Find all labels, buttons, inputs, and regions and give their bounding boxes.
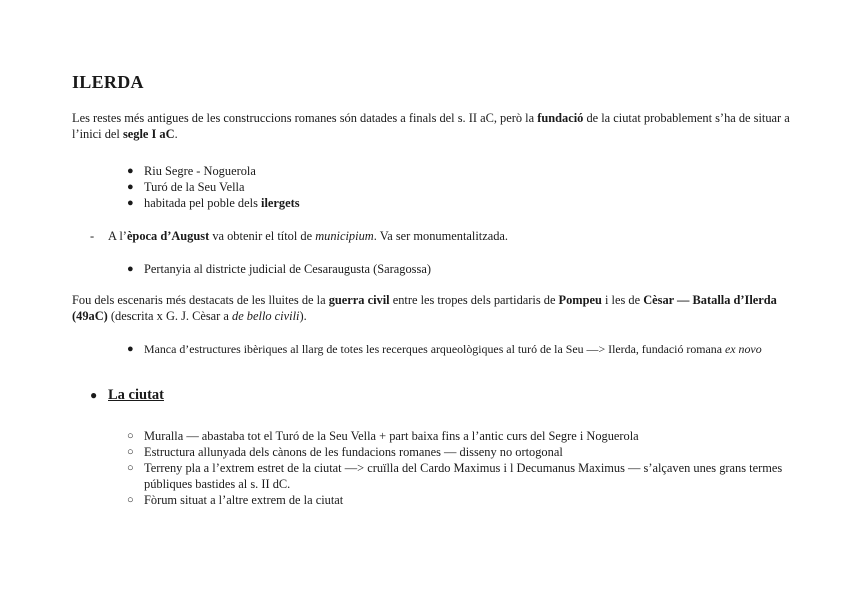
hollow-bullet-icon: ○ — [127, 430, 134, 442]
list-item — [144, 163, 256, 179]
hollow-bullet-icon: ○ — [127, 462, 134, 474]
text-run: l’inici del — [72, 127, 123, 141]
list-item — [144, 179, 245, 195]
list-item-text: Fòrum situat a l’altre extrem de la ciutat — [144, 493, 344, 507]
list-item-text: Riu Segre - Noguerola — [144, 164, 256, 178]
bold-run: Cèsar — Batalla d’Ilerda — [643, 293, 777, 307]
text-run: (descrita x G. J. Cèsar a — [107, 309, 233, 323]
text-run: va obtenir el títol de — [209, 229, 316, 243]
list-item — [144, 460, 782, 476]
list-item — [144, 492, 343, 508]
dash-marker: - — [90, 229, 95, 243]
text-run: Fou dels escenaris més destacats de les lluites de la — [72, 293, 329, 307]
text-run: . — [174, 127, 178, 141]
bold-run: Pompeu — [558, 293, 602, 307]
list-item-text: Turó de la Seu Vella — [144, 180, 245, 194]
text-run: A l’ — [108, 229, 127, 243]
italic-run: municipium — [315, 229, 374, 243]
text-run: Les restes més antigues de les construccions romanes són datades a finals del s. II aC, però la — [72, 111, 538, 125]
bold-run: ilergets — [261, 196, 300, 210]
paragraph-civil-war-line-2 — [72, 308, 307, 324]
list-item — [144, 195, 300, 211]
bold-run: (49aC) — [72, 309, 108, 323]
list-item — [144, 261, 431, 277]
list-item-continuation — [144, 476, 290, 492]
hollow-bullet-icon: ○ — [127, 446, 134, 458]
list-item-text: Terreny pla a l’extrem estret de la ciutat —> cruïlla del Cardo Maximus i l Decumanus Maximus — s’alçaven unes grans termes — [144, 461, 783, 475]
list-item-text: Muralla — abastaba tot el Turó de la Seu Vella + part baixa fins a l’antic curs del Segre i Noguerola — [144, 429, 639, 443]
bullet-icon: ● — [127, 165, 134, 177]
text-run: de la ciutat probablement s’ha de situar a — [583, 111, 790, 125]
list-item-text: públiques bastides al s. II dC. — [144, 477, 291, 491]
list-item — [144, 444, 563, 460]
dash-list-item — [108, 228, 508, 244]
italic-run: de bello civili — [232, 309, 300, 323]
bold-run: guerra civil — [328, 293, 390, 307]
paragraph-intro-line-2 — [72, 126, 178, 142]
bold-run: segle I aC — [122, 127, 175, 141]
section-bullet-icon: ● — [90, 388, 98, 402]
text-run: i les de — [601, 293, 644, 307]
bullet-icon: ● — [127, 263, 134, 275]
section-heading: La ciutat — [108, 387, 164, 403]
list-item-text: Pertanyia al districte judicial de Cesaraugusta (Saragossa) — [144, 262, 431, 276]
bullet-icon: ● — [127, 197, 134, 209]
list-item-text: habitada pel poble dels — [144, 196, 261, 210]
bullet-icon: ● — [127, 181, 134, 193]
list-item-text: Manca d’estructures ibèriques al llarg de totes les recerques arqueològiques al turó de la Seu —> Ilerda, fundació romana — [144, 342, 725, 356]
text-run: ). — [299, 309, 307, 323]
list-item-text: Estructura allunyada dels cànons de les fundacions romanes — disseny no ortogonal — [144, 445, 563, 459]
paragraph-intro-line-1 — [72, 110, 790, 126]
italic-run: ex novo — [725, 342, 762, 356]
bold-run: època d’August — [126, 229, 210, 243]
bold-run: fundació — [537, 111, 584, 125]
list-item — [144, 428, 639, 444]
list-item — [144, 341, 762, 357]
hollow-bullet-icon: ○ — [127, 494, 134, 506]
text-run: . Va ser monumentalitzada. — [373, 229, 509, 243]
text-run: entre les tropes dels partidaris de — [389, 293, 559, 307]
paragraph-civil-war-line-1 — [72, 292, 777, 308]
bullet-icon: ● — [127, 343, 134, 355]
document-title: ILERDA — [72, 72, 144, 92]
